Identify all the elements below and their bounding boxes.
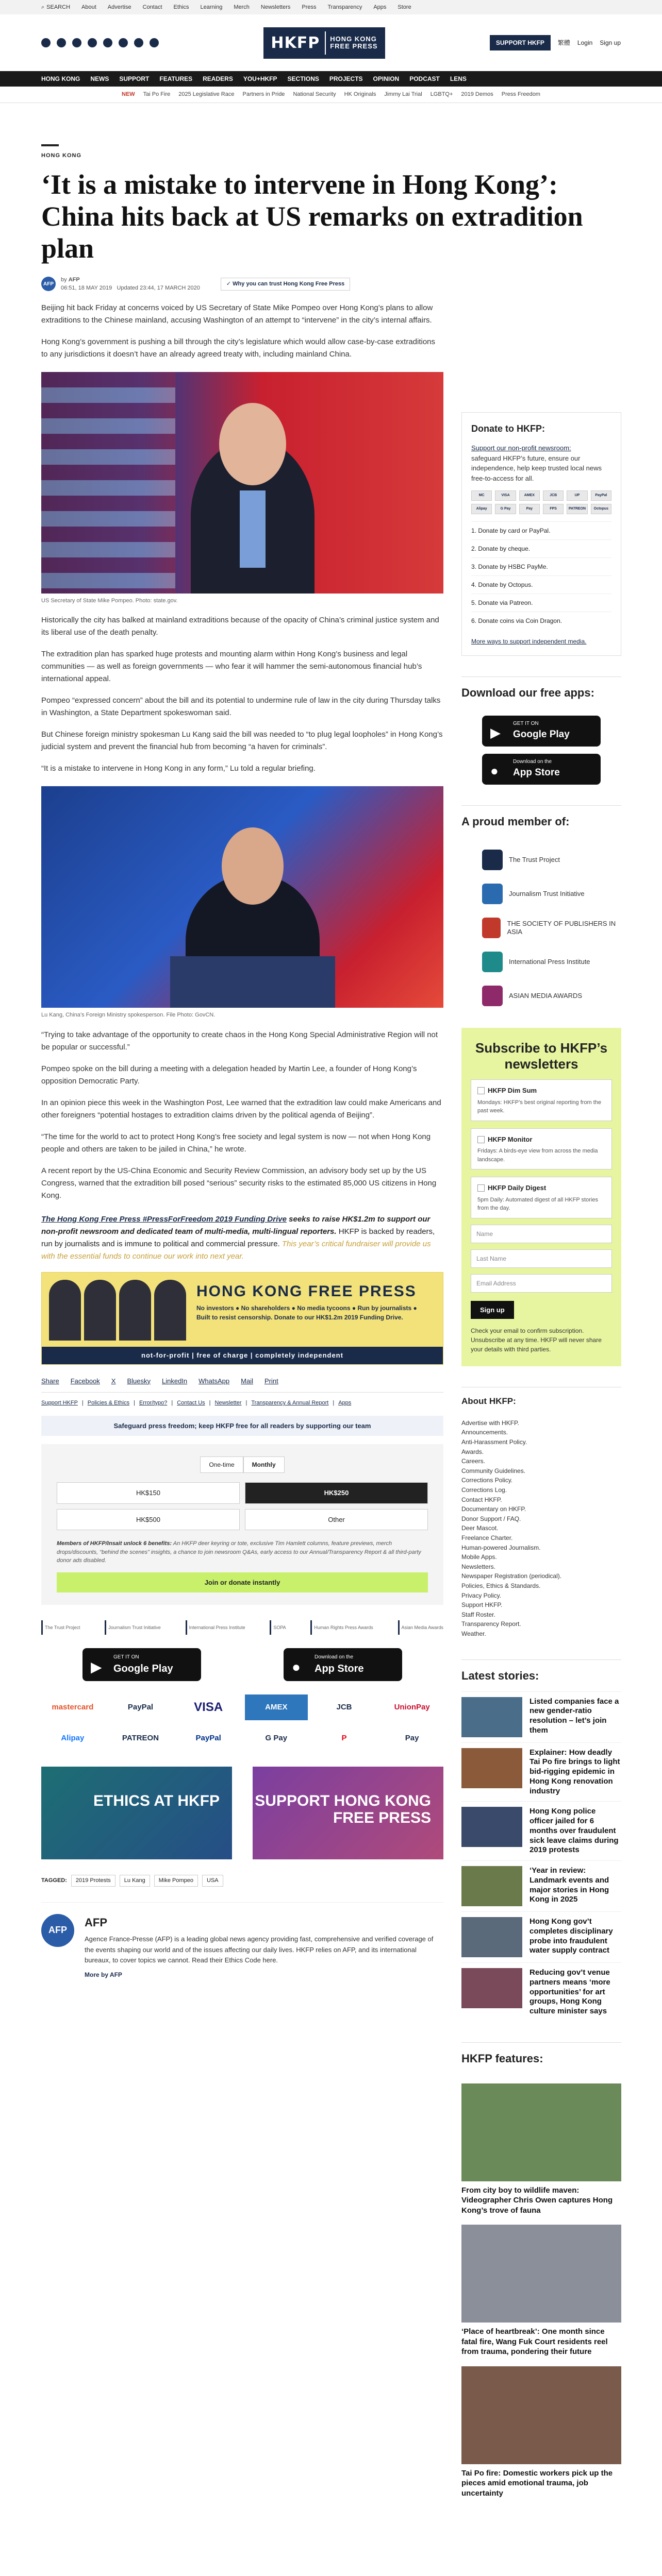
payment-logo: JCB [336,1703,352,1712]
contact-link[interactable]: Contact Us [177,1400,205,1406]
frequency-one-time[interactable]: One-time [200,1456,243,1473]
story-item[interactable] [461,1801,621,1860]
nav-item[interactable]: YOU+HKFP [243,75,277,82]
first-name-field[interactable]: Name [471,1225,612,1243]
about-link[interactable]: Transparency Report. [461,1620,521,1628]
policies-link[interactable]: Policies & Ethics [87,1400,130,1406]
newsletter-title: Subscribe to HKFP’s newsletters [475,1040,608,1072]
bluesky-icon[interactable] [150,38,159,47]
author-bio: Agence France-Presse (AFP) is a leading global news agency providing fast, comprehensive and verified coverage of the events shaping our world and of the issues affecting our daily lives. HKFP relies on AFP, and its international bureaux, to cover topics we cannot. Read their Ethics Code here. [85,1935,434,1964]
pompeo-photo [41,372,443,594]
card-logo: JCB [543,490,564,501]
topbar-about[interactable]: About [81,4,96,10]
trending-link[interactable]: Partners in Pride [242,91,285,98]
login-link[interactable]: Login [577,39,593,46]
payment-logo: mastercard [52,1703,94,1712]
threads-icon[interactable] [88,38,97,47]
donate-box [461,412,621,656]
about-link[interactable]: Freelance Charter. [461,1534,513,1541]
card-logo: PayPal [591,490,611,501]
paragraph: But Chinese foreign ministry spokesman Lu Kang said the bill was needed to “to plug legal loopholes” in Hong Kong’s judicial system and prevent the financial hub from becoming “a haven for criminals”. [41,730,443,752]
payment-logo: UnionPay [394,1703,430,1712]
funding-drive-link[interactable]: The Hong Kong Free Press #PressForFreedom 2019 Funding Drive [41,1214,287,1224]
about-link[interactable]: Staff Roster. [461,1611,495,1618]
story-thumbnail[interactable] [461,1968,522,2008]
payment-logo: PayPal [195,1734,221,1743]
article-links: Support HKFP | Policies & Ethics | Error/typo? | Contact Us | Newsletter | Transparency & Annual Report | Apps [41,1399,443,1408]
donate-option[interactable]: 3. Donate by HSBC PayMe. [471,557,611,575]
paragraph: “Trying to take advantage of the opportunity to create chaos in the Hong Kong Special Administrative Region will not be popular or successful.” [41,1030,438,1052]
trending-link[interactable]: National Security [293,91,336,98]
payment-logo: PATREON [122,1734,159,1743]
payment-logo: G Pay [265,1734,288,1743]
sidebar-app-store-button[interactable]: ● Download on the App Store [482,754,601,785]
about-link[interactable]: Newspaper Registration (periodical). [461,1572,562,1580]
newsletter-note: Check your email to confirm subscription. Unsubscribe at any time. HKFP will never share your details with third parties. [471,1327,602,1353]
story-thumbnail[interactable] [461,1807,522,1847]
donation-amounts [57,1482,428,1530]
about-link[interactable]: Donor Support / FAQ. [461,1515,521,1522]
amount-option[interactable]: Other [245,1509,428,1531]
nav-item[interactable]: PODCAST [409,75,440,82]
asian-media-awards-icon [482,986,503,1006]
author-link[interactable]: AFP [68,276,80,283]
feature-title[interactable]: From city boy to wildlife maven: Videographer Chris Owen captures Hong Kong’s trove of fauna [461,2185,613,2215]
about-link[interactable]: Announcements. [461,1429,508,1436]
trust-link[interactable]: ✓ Why you can trust Hong Kong Free Press [221,278,350,291]
banner-strip: not-for-profit | free of charge | completely independent [42,1347,443,1364]
tags-label: TAGGED: [41,1877,67,1884]
topbar-transparency[interactable]: Transparency [327,4,362,10]
amount-option[interactable]: HK$150 [57,1482,240,1504]
share-bluesky[interactable]: Bluesky [127,1377,151,1385]
payment-logo: P [341,1734,347,1743]
newsletter-option[interactable]: HKFP Daily Digest 5pm Daily: Automated digest of all HKFP stories from the day. [471,1177,612,1218]
banner-title: HONG KONG FREE PRESS [196,1282,417,1300]
card-logo: Octopus [591,504,611,514]
checkbox[interactable] [477,1184,485,1192]
frequency-monthly[interactable]: Monthly [243,1456,285,1473]
member-logo[interactable]: The Trust Project [482,849,621,871]
nav-item[interactable]: PROJECTS [329,75,363,82]
trending-link[interactable]: HK Originals [344,91,376,98]
facebook-icon[interactable] [41,38,51,47]
frequency-toggle [57,1456,428,1473]
story-item[interactable] [461,1962,621,2022]
about-link[interactable]: Corrections Policy. [461,1477,513,1484]
nav-item[interactable]: NEWS [90,75,109,82]
app-store-buttons [41,1648,443,1681]
main-nav [0,71,662,87]
trending-bar [0,87,662,103]
more-ways-link[interactable]: More ways to support independent media. [471,638,587,645]
story-title[interactable]: ‘Year in review: Landmark events and major stories in Hong Kong in 2025 [529,1866,609,1904]
google-play-icon: ▶ [91,1659,102,1675]
topbar-press[interactable]: Press [302,4,317,10]
payment-logo: VISA [194,1700,223,1715]
promo-tiles [41,1767,443,1859]
card-logo: FPS [543,504,564,514]
share-linkedin[interactable]: LinkedIn [162,1377,188,1385]
newsletter-signup [461,1028,621,1366]
byline-text: by AFP 06:51, 18 MAY 2019 Updated 23:44, 17 MARCH 2020 [61,276,200,292]
jti-icon [482,884,503,904]
share-bar [41,1376,443,1393]
paragraph: Pompeo “expressed concern” about the bill and its potential to undermine rule of law in the city during Thursday talks in Washington, a State Department spokeswoman said. [41,696,441,718]
story-title[interactable]: Explainer: How deadly Tai Po fire brings to light bid-rigging epidemic in Hong Kong renovation industry [529,1748,620,1795]
features-heading: HKFP features: [461,2042,621,2074]
newsletter-option[interactable]: HKFP Dim Sum Mondays: HKFP’s best original reporting from the past week. [471,1079,612,1121]
share-facebook[interactable]: Facebook [70,1377,100,1385]
search-icon: ⌕ [41,4,45,10]
nav-item[interactable]: SUPPORT [119,75,150,82]
nav-item[interactable]: HONG KONG [41,75,80,82]
about-link[interactable]: Privacy Policy. [461,1591,502,1599]
about-link[interactable]: Newsletters. [461,1563,496,1570]
card-logo: UP [567,490,587,501]
card-logo: G Pay [495,504,516,514]
trending-link[interactable]: Press Freedom [501,91,540,98]
card-logo: MC [471,490,492,501]
story-item[interactable] [461,1691,621,1742]
nav-item[interactable]: SECTIONS [287,75,319,82]
linkedin-icon[interactable] [119,38,128,47]
share-mail[interactable]: Mail [241,1377,253,1385]
safeguard-banner[interactable]: Safeguard press freedom; keep HKFP free for all readers by supporting our team [41,1416,443,1436]
site-header [0,14,662,71]
support-promo[interactable]: SUPPORT HONG KONG FREE PRESS [253,1767,443,1859]
donate-option[interactable]: 6. Donate coins via Coin Dragon. [471,612,611,630]
trust-icon: ✓ [226,281,233,287]
feature-title[interactable]: Tai Po fire: Domestic workers pick up the pieces amid emotional trauma, job uncertainty [461,2468,613,2498]
photo-caption: Lu Kang, China’s Foreign Ministry spokesperson. File Photo: GovCN. [41,1012,216,1019]
topbar-store[interactable]: Store [398,4,411,10]
photo-caption: US Secretary of State Mike Pompeo. Photo: state.gov. [41,597,178,604]
newsletter-option[interactable]: HKFP Monitor Fridays: A birds-eye view from across the media landscape. [471,1128,612,1170]
paragraph: In an opinion piece this week in the Washington Post, Lee warned that the extradition law could make Americans and other foreigners “potential hostages to extradition claims driven by the political agenda of Beijing”. [41,1098,441,1120]
paragraph: Hong Kong’s government is pushing a bill through the city’s legislature which would allow case-by-case extraditions to any jurisdictions it doesn’t have an already agreed treaty with, including mainland China. [41,337,436,359]
partner-logo[interactable]: Asian Media Awards [398,1620,443,1635]
google-play-button[interactable]: ▶ GET IT ON Google Play [82,1648,201,1681]
payment-logo: Alipay [61,1734,85,1743]
story-thumbnail[interactable] [461,1748,522,1788]
donate-text: safeguard HKFP’s future, ensure our independence, help keep trusted local news free-to-access for all. [471,454,602,482]
latest-list [461,1691,621,2022]
apps-heading: Download our free apps: [461,676,621,708]
member-logo[interactable]: International Press Institute [482,951,621,973]
proud-member-heading: A proud member of: [461,805,621,837]
top-bar [0,0,662,14]
nav-item[interactable]: FEATURES [159,75,193,82]
about-link[interactable]: Deer Mascot. [461,1524,499,1532]
amount-option[interactable]: HK$500 [57,1509,240,1531]
about-link[interactable]: Policies, Ethics & Standards. [461,1582,541,1589]
story-title[interactable]: Reducing gov’t venue partners means ‘more opportunities’ for art groups, Hong Kong culture minister says [529,1968,610,2016]
about-link[interactable]: Awards. [461,1448,484,1455]
topbar-advertise[interactable]: Advertise [107,4,131,10]
app-store-button[interactable]: ● Download on the App Store [284,1648,402,1681]
lu-kang-photo [41,786,443,1008]
member-logo[interactable]: Journalism Trust Initiative [482,883,621,905]
apps-link[interactable]: Apps [338,1400,352,1406]
partner-logo[interactable]: The Trust Project [41,1620,80,1635]
support-hkfp-button[interactable]: SUPPORT HKFP [490,35,551,50]
logo-words: HONG KONG FREE PRESS [330,35,378,50]
instagram-icon[interactable] [72,38,81,47]
more-by-author-link[interactable]: More by AFP [85,1971,122,1979]
card-logo: VISA [495,490,516,501]
paragraph: The extradition plan has sparked huge protests and mounting alarm within Hong Kong’s business and legal communities — as well as foreign governments — who fear it will hammer the semi-autonomous financial hub’s international appeal. [41,650,422,684]
signup-button[interactable]: Sign up [471,1301,514,1319]
story-thumbnail[interactable] [461,1917,522,1957]
share-label: Share [41,1377,59,1385]
author-box-name[interactable]: AFP [85,1916,107,1929]
about-link[interactable]: Careers. [461,1458,486,1465]
story-thumbnail[interactable] [461,1697,522,1737]
join-button[interactable]: Join or donate instantly [57,1572,428,1593]
about-link[interactable]: Anti-Harassment Policy. [461,1438,527,1446]
trending-link[interactable]: LGBTQ+ [430,91,453,98]
feature-item[interactable] [461,2366,621,2499]
card-logo: Pay [519,504,540,514]
features-list [461,2083,621,2499]
funding-drive-note: The Hong Kong Free Press #PressForFreedom 2019 Funding Drive seeks to raise HK$1.2m to support our non-profit newsroom and dedicated team of multi-media, multi-lingual reporters. HKFP is backed by readers, run by journalists and is immune to political and commercial pressure. This year’s critical fundraiser will provide us with the essential funds to continue our work into next year. [41,1214,435,1261]
tag[interactable]: Lu Kang [120,1875,150,1887]
email-field[interactable]: Email Address [471,1274,612,1293]
about-link[interactable]: Mobile Apps. [461,1553,497,1561]
about-link[interactable]: Weather. [461,1630,486,1637]
about-link[interactable]: Corrections Log. [461,1486,507,1494]
donate-title: Donate to HKFP: [471,423,545,434]
paragraph: “The time for the world to act to protect Hong Kong’s free society and legal system is now — not when Hong Kong people and others are taken to be jailed in China,” he wrote. [41,1132,431,1154]
member-logo[interactable]: ASIAN MEDIA AWARDS [482,985,621,1007]
social-icons [41,38,159,47]
donate-options [471,521,611,630]
site-logo[interactable] [263,27,385,59]
topbar-ethics[interactable]: Ethics [173,4,189,10]
tag[interactable]: 2019 Protests [71,1875,115,1887]
partner-logo[interactable]: SOPA [270,1620,286,1635]
byline [41,276,443,293]
topbar-newsletters[interactable]: Newsletters [260,4,291,10]
funding-banner[interactable] [41,1272,443,1365]
partner-logo[interactable]: International Press Institute [186,1620,245,1635]
share-print[interactable]: Print [264,1377,278,1385]
about-link[interactable]: Advertise with HKFP. [461,1419,519,1427]
share-x[interactable]: X [111,1377,116,1385]
google-play-icon: ▶ [490,725,501,740]
payment-logo: PayPal [127,1703,154,1712]
payment-logo: Pay [405,1734,419,1743]
paragraph: “It is a mistake to intervene in Hong Kong in any form,” Lu told a regular briefing. [41,764,316,773]
about-link[interactable]: Support HKFP. [461,1601,503,1609]
publish-date: 06:51, 18 MAY 2019 [61,285,112,292]
author-box [41,1902,443,1979]
feature-item[interactable] [461,2225,621,2357]
trending-link[interactable]: Tai Po Fire [143,91,171,98]
card-logo: PATREON [567,504,587,514]
header-actions [490,35,621,50]
banner-people [49,1280,186,1341]
amount-option[interactable]: HK$250 [245,1482,428,1504]
feature-image[interactable] [461,2225,621,2323]
share-whatsapp[interactable]: WhatsApp [198,1377,230,1385]
x-icon[interactable] [57,38,66,47]
feature-item[interactable] [461,2083,621,2216]
feature-image[interactable] [461,2083,621,2181]
payment-methods [41,1694,443,1751]
apple-icon: ● [490,763,499,778]
telegram-icon[interactable] [134,38,143,47]
sopa-icon [482,918,501,938]
about-link[interactable]: Community Guidelines. [461,1467,526,1475]
trending-link[interactable]: 2025 Legislative Race [178,91,235,98]
story-item[interactable] [461,1742,621,1802]
payment-logo: AMEX [245,1694,308,1720]
tag[interactable]: Mike Pompeo [154,1875,198,1887]
newsletter-link[interactable]: Newsletter [214,1400,242,1406]
youtube-icon[interactable] [103,38,112,47]
sidebar-google-play-button[interactable]: ▶ GET IT ON Google Play [482,716,601,747]
updated-date: Updated 23:44, 17 MARCH 2020 [117,285,200,292]
topbar-contact[interactable]: Contact [142,4,162,10]
banner-subtitle: No investors ● No shareholders ● No media tycoons ● Run by journalists ● Built to resist censorship. Donate to our HK$1.2m 2019 Funding Drive. [196,1304,417,1321]
partner-logo[interactable]: Journalism Trust Initiative [105,1620,161,1635]
tag[interactable]: USA [202,1875,223,1887]
transparency-link[interactable]: Transparency & Annual Report [251,1400,329,1406]
topbar-merch[interactable]: Merch [234,4,250,10]
card-logo: AMEX [519,490,540,501]
trending-link[interactable]: Jimmy Lai Trial [384,91,422,98]
checkbox[interactable] [477,1087,485,1094]
error-link[interactable]: Error/typo? [139,1400,168,1406]
trending-link[interactable]: 2019 Demos [461,91,493,98]
feature-image[interactable] [461,2366,621,2464]
sidebar [461,124,621,2498]
nav-item[interactable]: OPINION [373,75,400,82]
checkbox[interactable] [477,1136,485,1143]
donate-option[interactable]: 4. Donate by Octopus. [471,575,611,594]
partner-logo[interactable]: Human Rights Press Awards [310,1620,373,1635]
article-title: ‘It is a mistake to intervene in Hong Kong’: China hits back at US remarks on extradition plan [41,168,583,264]
about-heading: About HKFP: [461,1387,621,1415]
paragraph: Pompeo spoke on the bill during a meeting with a delegation headed by Martin Lee, a founder of Hong Kong’s opposition Democratic Party. [41,1064,417,1086]
topbar-learning[interactable]: Learning [200,4,223,10]
search-link[interactable]: ⌕ SEARCH [41,3,70,12]
donate-option[interactable]: 1. Donate by card or PayPal. [471,521,611,539]
donate-option[interactable]: 5. Donate via Patreon. [471,594,611,612]
paragraph: Historically the city has balked at mainland extraditions because of the opacity of China’s criminal justice system and its liberal use of the death penalty. [41,616,439,637]
last-name-field[interactable]: Last Name [471,1249,612,1268]
donate-link[interactable]: Support our non-profit newsroom: [471,444,571,452]
author-avatar[interactable]: AFP [41,277,56,291]
paragraph: A recent report by the US-China Economic and Security Review Commission, an advisory body set up by the US Congress, warned that the extradition bill posed “serious” security risks to the estimated 85,000 US citizens in Hong Kong. [41,1166,437,1200]
donate-option[interactable]: 2. Donate by cheque. [471,539,611,557]
logo-mark: HKFP [271,31,326,55]
latest-heading: Latest stories: [461,1659,621,1691]
support-link[interactable]: Support HKFP [41,1400,78,1406]
ethics-promo[interactable]: ETHICS AT HKFP [41,1767,232,1859]
about-link[interactable]: Documentary on HKFP. [461,1505,526,1513]
about-list [461,1418,621,1639]
story-item[interactable] [461,1911,621,1962]
about-link[interactable]: Human-powered Journalism. [461,1544,541,1551]
story-item[interactable] [461,1860,621,1911]
signup-link[interactable]: Sign up [600,39,621,46]
member-benefits: Members of HKFP/Insait unlock 6 benefits: An HKFP deer keyring or tote, exclusive Tim Hamlett columns, feature previews, merch drops/discounts, “behind the scenes” insights, a chance to join newsroom Q&As, early access to our Annual/Transparency Report & all third-party donor ads disabled. [57,1540,421,1564]
apple-icon: ● [292,1659,301,1675]
ipi-icon [482,952,503,972]
category-rule [41,144,59,146]
partner-logos [41,1620,443,1635]
story-title[interactable]: Listed companies face a new gender-ratio resolution – let’s join them [529,1697,619,1735]
story-thumbnail[interactable] [461,1866,522,1906]
author-box-avatar[interactable]: AFP [41,1914,74,1947]
story-title[interactable]: Hong Kong police officer jailed for 6 months over fraudulent sick leave claims during 2019 protests [529,1807,619,1855]
paragraph: Beijing hit back Friday at concerns voiced by US Secretary of State Mike Pompeo over Hong Kong’s plans to allow extraditions to the Chinese mainland, accusing Washington of an attempt to “intervene” in the city’s internal affairs. [41,303,433,325]
article-category[interactable]: HONG KONG [41,152,82,159]
trust-project-icon [482,850,503,870]
tag-list [41,1875,443,1887]
topbar-apps[interactable]: Apps [373,4,387,10]
nav-item[interactable]: READERS [203,75,233,82]
accepted-cards [471,490,611,514]
about-link[interactable]: Contact HKFP. [461,1496,502,1503]
card-logo: Alipay [471,504,492,514]
new-badge: NEW [122,91,135,98]
story-title[interactable]: Hong Kong gov’t completes disciplinary probe into fraudulent water supply contract [529,1917,613,1955]
language-switch[interactable]: 繁體 [557,39,570,46]
feature-title[interactable]: ‘Place of heartbreak’: One month since fatal fire, Wang Fuk Court residents reel from trauma, pondering their future [461,2327,608,2357]
member-logo[interactable]: THE SOCIETY OF PUBLISHERS IN ASIA [482,917,621,939]
nav-item[interactable]: LENS [450,75,467,82]
donate-widget [41,1444,443,1605]
